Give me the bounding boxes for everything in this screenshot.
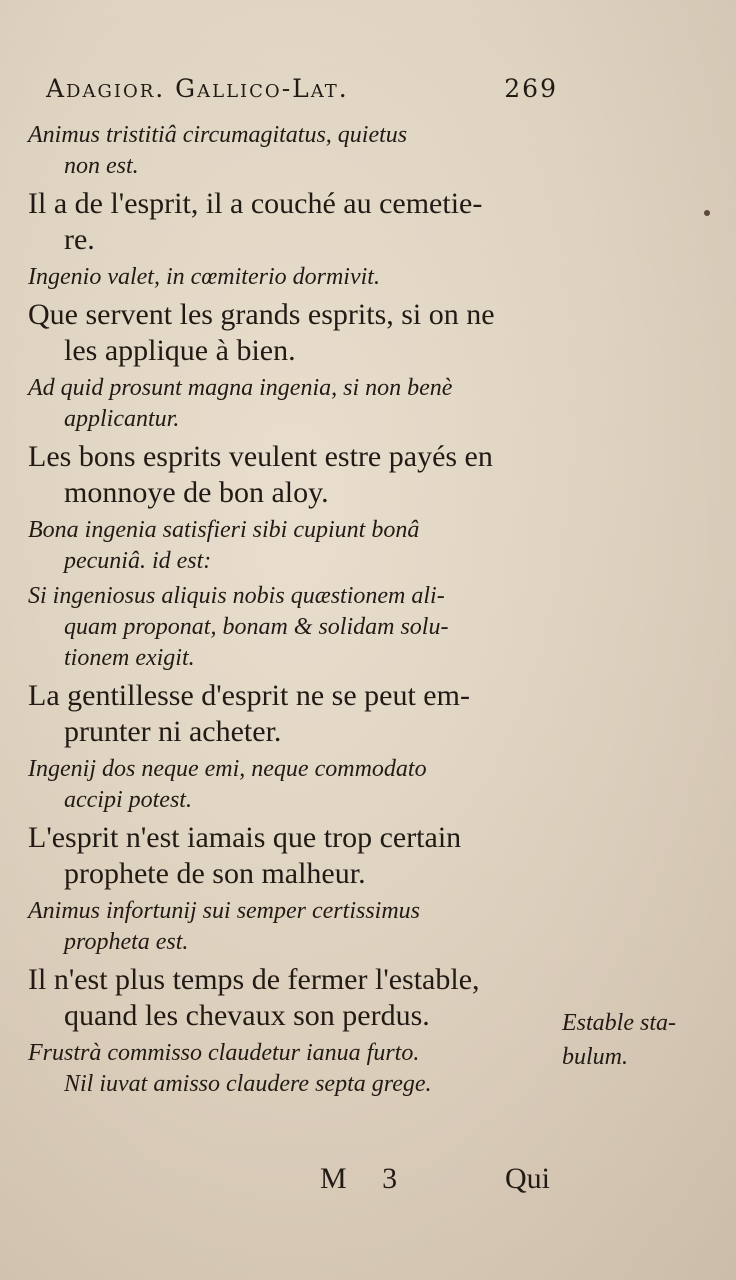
ink-speck bbox=[704, 210, 710, 216]
latin-translation-line: Bona ingenia satisfieri sibi cupiunt bonâ bbox=[28, 517, 420, 543]
french-proverb-line: prophete de son malheur. bbox=[64, 857, 366, 890]
page-number: 269 bbox=[504, 74, 558, 103]
french-proverb-line: Les bons esprits veulent estre payés en bbox=[28, 440, 493, 473]
page-body bbox=[28, 120, 568, 1100]
margin-note bbox=[562, 1006, 676, 1074]
latin-translation-line: Animus tristitiâ circumagitatus, quietus bbox=[28, 122, 408, 148]
french-proverb-line: re. bbox=[64, 223, 95, 256]
latin-translation-line: propheta est. bbox=[64, 929, 189, 955]
french-proverb-line: quand les chevaux son perdus. bbox=[64, 999, 430, 1032]
latin-translation-line: accipi potest. bbox=[64, 787, 192, 813]
latin-translation-line: tionem exigit. bbox=[64, 645, 195, 671]
latin-translation-line: Nil iuvat amisso claudere septa grege. bbox=[64, 1071, 432, 1097]
signature-mark: M 3 bbox=[320, 1162, 412, 1195]
page-header bbox=[46, 74, 558, 114]
latin-translation-line: Frustrà commisso claudetur ianua furto. bbox=[28, 1040, 420, 1066]
french-proverb-line: Il a de l'esprit, il a couché au cemetie- bbox=[28, 187, 483, 220]
margin-note-line: bulum. bbox=[562, 1044, 628, 1070]
french-proverb-line: Il n'est plus temps de fermer l'estable, bbox=[28, 963, 480, 996]
french-proverb-line: monnoye de bon aloy. bbox=[64, 476, 329, 509]
margin-note-line: Estable sta- bbox=[562, 1010, 676, 1036]
latin-translation-line: Ingenij dos neque emi, neque commodato bbox=[28, 756, 427, 782]
french-proverb-line: prunter ni acheter. bbox=[64, 715, 282, 748]
running-title: Adagior. Gallico-Lat. bbox=[46, 74, 349, 103]
latin-translation-line: Ad quid prosunt magna ingenia, si non benè bbox=[28, 375, 453, 401]
latin-translation-line: pecuniâ. id est: bbox=[64, 548, 212, 574]
catchword: Qui bbox=[505, 1162, 550, 1195]
french-proverb-line: La gentillesse d'esprit ne se peut em- bbox=[28, 679, 470, 712]
latin-translation-line: Si ingeniosus aliquis nobis quæstionem ali- bbox=[28, 583, 445, 609]
latin-translation-line: non est. bbox=[64, 153, 139, 179]
latin-translation-line: Animus infortunij sui semper certissimus bbox=[28, 898, 421, 924]
latin-translation-line: Ingenio valet, in cœmiterio dormivit. bbox=[28, 264, 380, 290]
latin-translation-line: applicantur. bbox=[64, 406, 180, 432]
french-proverb-line: L'esprit n'est iamais que trop certain bbox=[28, 821, 462, 854]
latin-translation-line: quam proponat, bonam & solidam solu- bbox=[64, 614, 449, 640]
french-proverb-line: les applique à bien. bbox=[64, 334, 296, 367]
french-proverb-line: Que servent les grands esprits, si on ne bbox=[28, 298, 495, 331]
